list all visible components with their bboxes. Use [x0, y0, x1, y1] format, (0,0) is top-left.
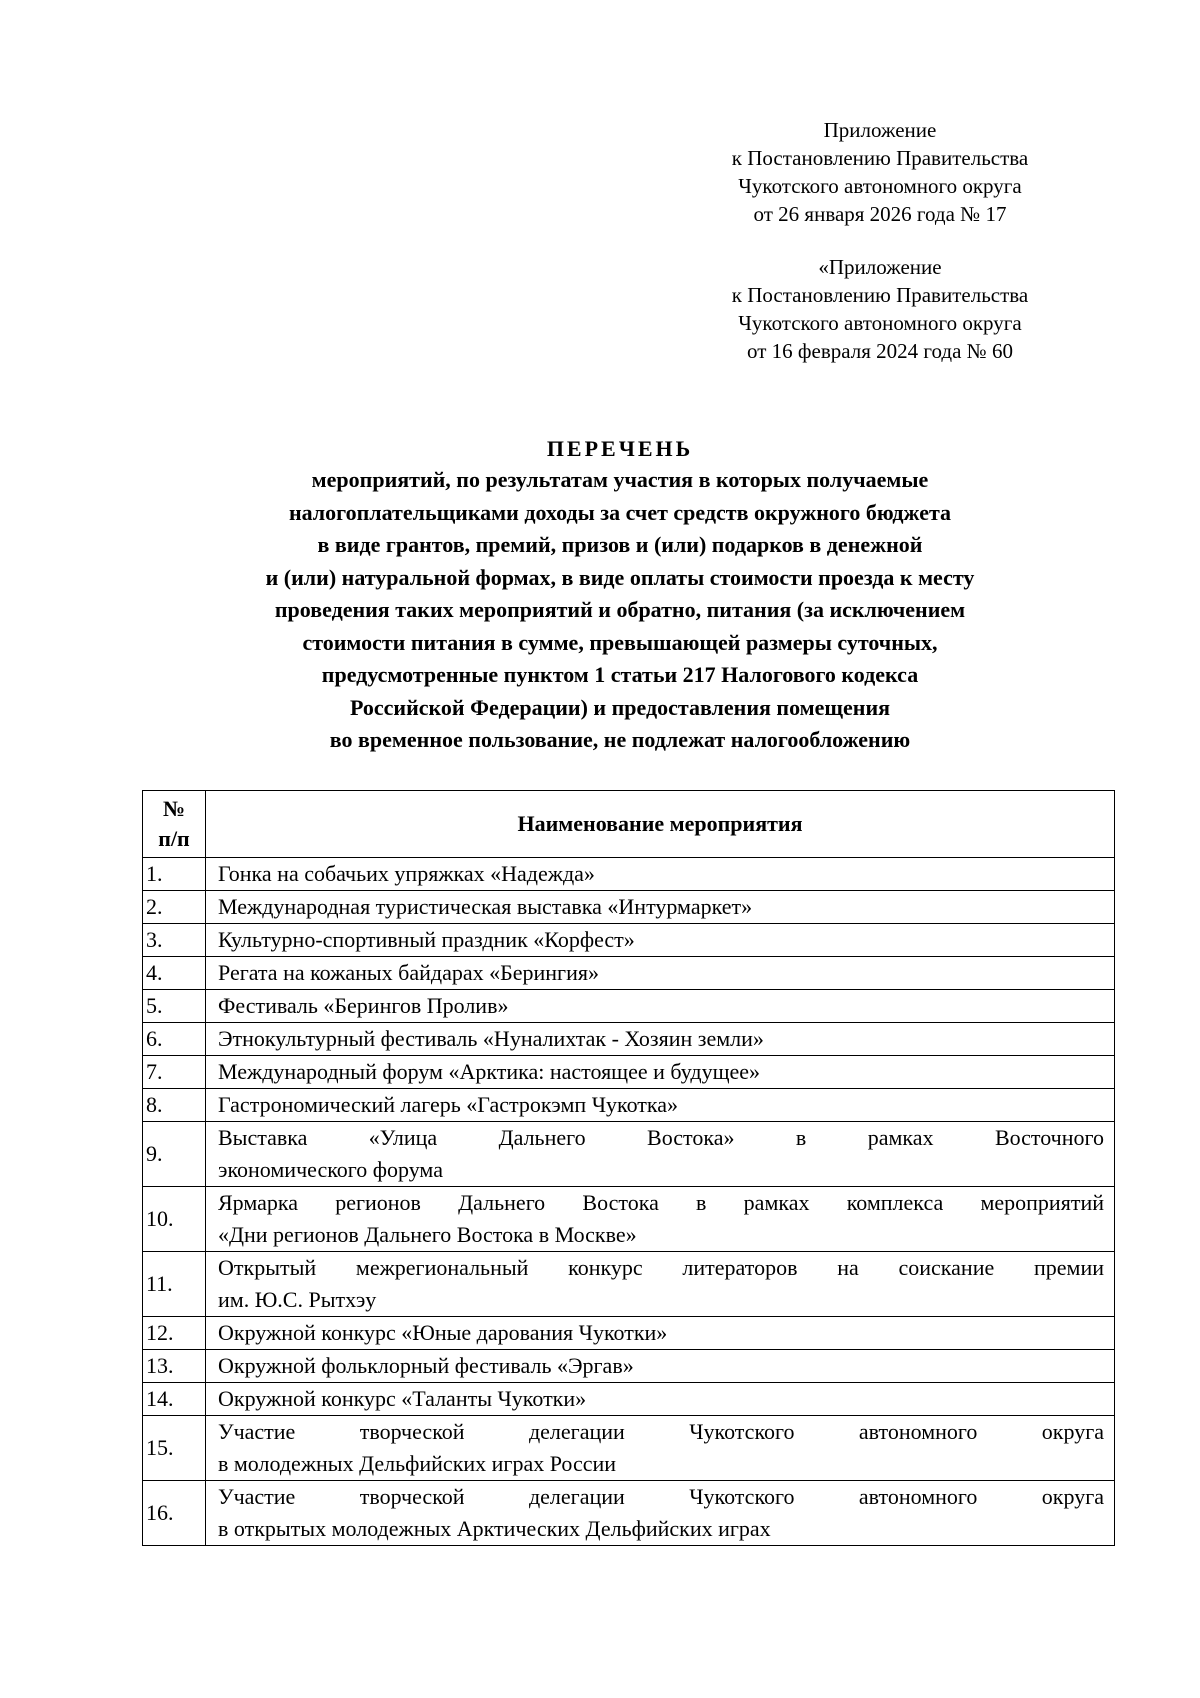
approval-stamp-current [690, 116, 1070, 228]
row-number: 9. [143, 1122, 206, 1187]
event-name-line: Участие творческой делегации Чукотского автономного округа [218, 1484, 1104, 1509]
row-event-name [206, 1122, 1115, 1187]
approval-stamp-original [690, 253, 1070, 365]
event-name-line: Участие творческой делегации Чукотского автономного округа [218, 1419, 1104, 1444]
event-name-line: Окружной фольклорный фестиваль «Эргав» [218, 1353, 634, 1378]
event-name-line: Выставка «Улица Дальнего Востока» в рамках Восточного [218, 1125, 1104, 1150]
event-name-line: Этнокультурный фестиваль «Нуналихтак - Хозяин земли» [218, 1026, 764, 1051]
row-event-name [206, 1383, 1115, 1416]
row-event-name [206, 957, 1115, 990]
table-header-row [143, 791, 1115, 858]
row-number: 13. [143, 1350, 206, 1383]
approval-line: Чукотского автономного округа [738, 174, 1022, 198]
row-number: 8. [143, 1089, 206, 1122]
title-line: мероприятий, по результатам участия в которых получаемые [311, 467, 929, 492]
event-name-line: экономического форума [218, 1157, 443, 1182]
row-number: 3. [143, 924, 206, 957]
row-event-name [206, 1350, 1115, 1383]
row-number: 10. [143, 1187, 206, 1252]
document-title [140, 434, 1100, 757]
event-name-line: Окружной конкурс «Таланты Чукотки» [218, 1386, 587, 1411]
approval-line: к Постановлению Правительства [731, 283, 1029, 307]
row-event-name [206, 990, 1115, 1023]
row-event-name [206, 1089, 1115, 1122]
table-row [143, 924, 1115, 957]
title-line: Российской Федерации) и предоставления помещения [349, 694, 891, 720]
row-number: 15. [143, 1416, 206, 1481]
event-name-line: Открытый межрегиональный конкурс литераторов на соискание премии [218, 1255, 1104, 1280]
title-line: во временное пользование, не подлежат налогообложению [329, 727, 911, 752]
approval-line: от 16 февраля 2024 года № 60 [747, 339, 1013, 363]
row-number: 5. [143, 990, 206, 1023]
row-number: 4. [143, 957, 206, 990]
row-event-name [206, 1416, 1115, 1481]
title-line: стоимости питания в сумме, превышающей размеры суточных, [302, 629, 938, 655]
event-name-line: «Дни регионов Дальнего Востока в Москве» [218, 1222, 637, 1247]
row-number: 2. [143, 891, 206, 924]
event-name-line: Гастрономический лагерь «Гастрокэмп Чукотка» [218, 1092, 679, 1117]
row-event-name [206, 1023, 1115, 1056]
row-number: 16. [143, 1481, 206, 1546]
header-number [143, 791, 206, 858]
table-row [143, 1187, 1115, 1252]
table-row [143, 1122, 1115, 1187]
event-name-line: Регата на кожаных байдарах «Берингия» [218, 960, 599, 985]
row-number: 7. [143, 1056, 206, 1089]
row-event-name [206, 1252, 1115, 1317]
title-line: в виде грантов, премий, призов и (или) подарков в денежной [317, 532, 923, 557]
table-row [143, 1056, 1115, 1089]
event-name-line: Международная туристическая выставка «Интурмаркет» [218, 894, 753, 919]
table-row [143, 1350, 1115, 1383]
events-table-body [143, 858, 1115, 1546]
header-event-name: Наименование мероприятия [206, 791, 1115, 858]
table-row [143, 858, 1115, 891]
event-name-line: Международный форум «Арктика: настоящее и будущее» [218, 1059, 761, 1084]
row-number: 11. [143, 1252, 206, 1317]
title-line: проведения таких мероприятий и обратно, питания (за исключением [274, 597, 966, 622]
table-row [143, 1023, 1115, 1056]
event-name-line: в молодежных Дельфийских играх России [218, 1451, 617, 1476]
approval-line: «Приложение [818, 255, 942, 279]
row-event-name [206, 891, 1115, 924]
row-event-name [206, 1056, 1115, 1089]
row-event-name [206, 924, 1115, 957]
row-event-name [206, 1481, 1115, 1546]
table-row [143, 957, 1115, 990]
approval-line: к Постановлению Правительства [731, 146, 1029, 170]
event-name-line: Гонка на собачьих упряжках «Надежда» [218, 861, 595, 886]
table-row [143, 1317, 1115, 1350]
event-name-line: Окружной конкурс «Юные дарования Чукотки» [218, 1320, 668, 1345]
title-heading: ПЕРЕЧЕНЬ [546, 436, 694, 461]
approval-line: Приложение [823, 118, 937, 142]
row-number: 14. [143, 1383, 206, 1416]
approval-line: Чукотского автономного округа [738, 311, 1022, 335]
title-line: предусмотренные пунктом 1 статьи 217 Налогового кодекса [321, 662, 919, 687]
event-name-line: в открытых молодежных Арктических Дельфийских играх [218, 1516, 771, 1541]
table-row [143, 1089, 1115, 1122]
row-event-name [206, 858, 1115, 891]
event-name-line: Ярмарка регионов Дальнего Востока в рамках комплекса мероприятий [218, 1190, 1104, 1215]
row-number: 12. [143, 1317, 206, 1350]
table-row [143, 1383, 1115, 1416]
events-table [142, 790, 1115, 1546]
event-name-line: Фестиваль «Берингов Пролив» [218, 993, 509, 1018]
table-row [143, 990, 1115, 1023]
row-number: 6. [143, 1023, 206, 1056]
row-number: 1. [143, 858, 206, 891]
table-row [143, 1416, 1115, 1481]
row-event-name [206, 1187, 1115, 1252]
event-name-line: им. Ю.С. Рытхэу [218, 1287, 377, 1312]
table-row [143, 1252, 1115, 1317]
title-line: налогоплательщиками доходы за счет средств окружного бюджета [288, 499, 952, 525]
event-name-line: Культурно-спортивный праздник «Корфест» [218, 927, 635, 952]
row-event-name [206, 1317, 1115, 1350]
header-number-symbol: № [162, 796, 186, 821]
table-row [143, 891, 1115, 924]
table-row [143, 1481, 1115, 1546]
title-line: и (или) натуральной формах, в виде оплаты стоимости проезда к месту [265, 564, 975, 590]
header-number-abbr: п/п [158, 826, 190, 851]
approval-line: от 26 января 2026 года № 17 [753, 202, 1007, 226]
